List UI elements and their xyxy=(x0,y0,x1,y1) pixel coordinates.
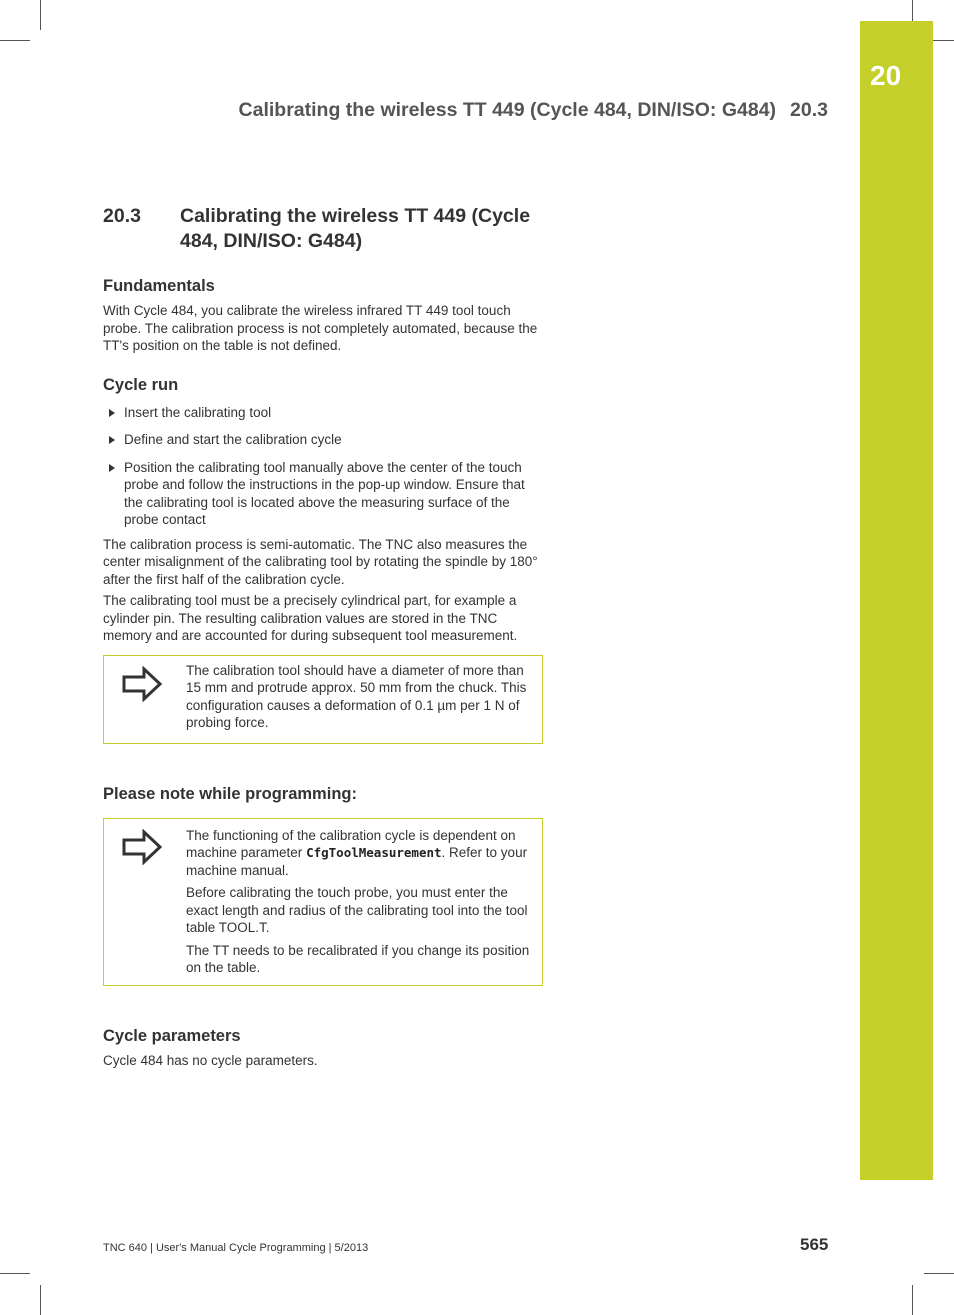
crop-mark xyxy=(40,0,41,30)
running-header-title: Calibrating the wireless TT 449 (Cycle 484, DIN/ISO: G484) xyxy=(238,99,777,121)
programming-heading: Please note while programming: xyxy=(103,784,357,803)
crop-mark xyxy=(40,1285,41,1315)
note-icon-column xyxy=(104,656,186,743)
section-number: 20.3 xyxy=(103,205,141,227)
note-box xyxy=(103,655,543,744)
list-item: Define and start the calibration cycle xyxy=(103,431,543,449)
cycle-parameters-text: Cycle 484 has no cycle parameters. xyxy=(103,1052,318,1068)
bullet-triangle-icon xyxy=(109,436,115,444)
chapter-tab xyxy=(860,21,933,1180)
note-text-column xyxy=(186,656,542,743)
cycle-run-paragraph: The calibrating tool must be a precisely cylindrical part, for example a cylinder pin. The resulting calibration values are stored in the TNC memory and are accounted for during subsequent tool measurement. xyxy=(103,593,518,643)
fundamentals-text: With Cycle 484, you calibrate the wireless infrared TT 449 tool touch probe. The calibration process is not completely automated, because the TT's position on the table is not defined. xyxy=(103,303,538,353)
crop-mark xyxy=(912,1285,913,1315)
running-header-section: 20.3 xyxy=(790,99,828,121)
section-title-text: Calibrating the wireless TT 449 (Cycle 484, DIN/ISO: G484) xyxy=(180,205,531,252)
machine-parameter: CfgToolMeasurement xyxy=(306,845,442,860)
note-text: The functioning of the calibration cycle is dependent on machine parameter CfgToolMeasurement. Refer to your machine manual. xyxy=(186,827,528,878)
chapter-number: 20 xyxy=(870,60,902,91)
page-number: 565 xyxy=(800,1235,829,1254)
section-title xyxy=(103,204,543,254)
bullet-triangle-icon xyxy=(109,409,115,417)
cycle-run-heading: Cycle run xyxy=(103,375,179,394)
bullet-triangle-icon xyxy=(109,464,115,472)
arrow-right-icon xyxy=(122,666,164,702)
note-text: Before calibrating the touch probe, you must enter the exact length and radius of the calibrating tool into the tool table TOOL.T. xyxy=(186,885,528,935)
list-item: Insert the calibrating tool xyxy=(103,404,543,422)
note-text: The calibration tool should have a diameter of more than 15 mm and protrude approx. 50 mm from the chuck. This configuration causes a deformation of 0.1 µm per 1 N of probing force. xyxy=(186,662,527,730)
footer-text: TNC 640 | User's Manual Cycle Programming | 5/2013 xyxy=(103,1242,369,1254)
arrow-right-icon xyxy=(122,829,164,865)
cycle-run-steps xyxy=(103,404,543,529)
fundamentals-heading: Fundamentals xyxy=(103,277,215,295)
crop-mark xyxy=(0,1273,30,1274)
note-text-column xyxy=(186,819,542,985)
note-text: The TT needs to be recalibrated if you change its position on the table. xyxy=(186,942,530,975)
crop-mark xyxy=(924,1273,954,1274)
cycle-parameters-heading: Cycle parameters xyxy=(103,1026,241,1045)
note-icon-column xyxy=(104,819,186,985)
main-content xyxy=(103,204,543,1069)
running-header xyxy=(204,99,828,122)
crop-mark xyxy=(0,40,30,41)
note-box xyxy=(103,818,543,986)
cycle-run-paragraph: The calibration process is semi-automatic. The TNC also measures the center misalignment of the calibrating tool by rotating the spindle by 180° after the first half of the calibration cycle. xyxy=(103,536,538,587)
list-item: Position the calibrating tool manually above the center of the touch probe and follow the instructions in the pop-up window. Ensure that the calibrating tool is located above the measuring surface of the probe contact xyxy=(103,459,543,529)
